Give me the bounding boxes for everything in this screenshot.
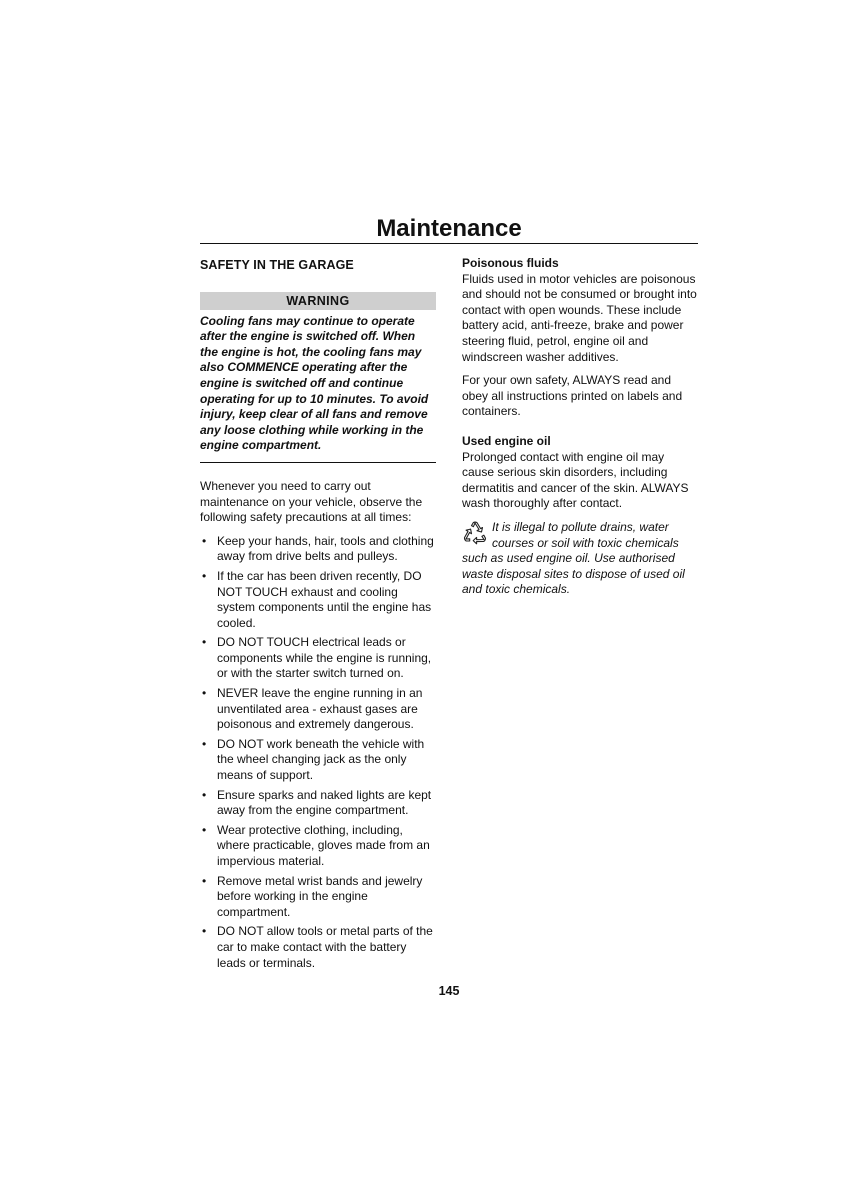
list-item-text: DO NOT allow tools or metal parts of the car to make contact with the battery leads or terminals. [217,924,433,970]
bullet-icon: • [202,873,207,888]
intro-paragraph: Whenever you need to carry out maintenance on your vehicle, observe the following safety precautions at all times: [200,478,423,525]
page-title: Maintenance [376,215,522,242]
title-divider [200,243,698,244]
bullet-icon: • [202,686,207,701]
list-item [200,737,436,784]
list-item-text: Keep your hands, hair, tools and clothing away from drive belts and pulleys. [217,533,434,564]
warning-divider [200,462,436,463]
used-engine-oil-text: Prolonged contact with engine oil may cause serious skin disorders, including dermatitis and cancer of the skin. ALWAYS wash thoroughly after contact. [462,449,689,511]
list-item-text: DO NOT work beneath the vehicle with the wheel changing jack as the only means of support. [217,736,425,783]
recycle-icon [462,520,488,546]
warning-text: Cooling fans may continue to operate after the engine is switched off. When the engine is hot, the cooling fans may also COMMENCE operating after the engine is switched off and continue operating for up to 10 minutes. To avoid injury, keep clear of all fans and remove any loose clothing while working in the engine compartment. [200,313,429,453]
environment-note-text: It is illegal to pollute drains, water courses or soil with toxic chemicals such as used engine oil. Use authorised waste disposal sites to dispose of used oil and toxic chemicals. [462,519,685,597]
list-item [200,635,436,682]
left-column [200,256,436,975]
bullet-icon: • [202,736,207,751]
poisonous-fluids-heading: Poisonous fluids [462,256,559,270]
safety-list [200,534,436,971]
list-item-text: Wear protective clothing, including, where practicable, gloves made from an impervious material. [217,822,430,868]
list-item [200,569,436,631]
list-item-text: If the car has been driven recently, DO NOT TOUCH exhaust and cooling system components until the engine has cooled. [217,568,432,630]
bullet-icon: • [202,787,207,802]
bullet-icon: • [202,822,207,837]
list-item [200,788,436,819]
labels-safety-text: For your own safety, ALWAYS read and obey all instructions printed on labels and containers. [462,373,683,419]
bullet-icon: • [202,568,207,583]
section-heading: SAFETY IN THE GARAGE [200,258,354,272]
poisonous-fluids-text: Fluids used in motor vehicles are poisonous and should not be consumed or brought into contact with open wounds. These include battery acid, anti-freeze, brake and power steering fluid, petrol, engine oil and windscreen washer additives. [462,271,697,364]
list-item-text: DO NOT TOUCH electrical leads or components while the engine is running, or with the starter switch turned on. [217,635,432,681]
warning-label: WARNING [200,292,436,310]
environment-note [462,520,698,598]
list-item [200,823,436,870]
list-item-text: NEVER leave the engine running in an unventilated area - exhaust gases are poisonous and extremely dangerous. [217,686,423,732]
list-item-text: Ensure sparks and naked lights are kept away from the engine compartment. [217,787,432,818]
list-item [200,686,436,733]
list-item [200,534,436,565]
right-column [462,256,698,598]
bullet-icon: • [202,635,207,650]
used-engine-oil-heading: Used engine oil [462,433,551,448]
bullet-icon: • [202,533,207,548]
list-item-text: Remove metal wrist bands and jewelry before working in the engine compartment. [217,873,423,919]
bullet-icon: • [202,924,207,939]
list-item [200,874,436,921]
page-number: 145 [438,984,460,998]
list-item [200,924,436,971]
